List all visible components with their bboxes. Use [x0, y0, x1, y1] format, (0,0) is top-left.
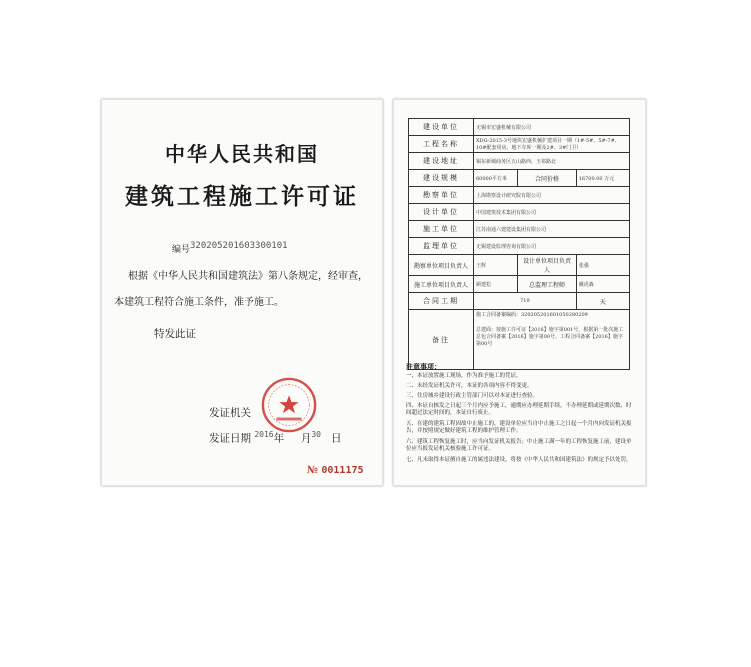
contract-price: [576, 170, 629, 187]
approval-text-line-1: 根据《中华人民共和国建筑法》第八条规定，经审查，: [128, 271, 368, 282]
table-row: [409, 221, 630, 238]
issue-date: [209, 430, 341, 446]
serial-number: [307, 465, 364, 476]
construction-lead-label: 施工单位项目负责人: [409, 276, 474, 293]
table-row: [409, 276, 630, 293]
duration-value: 719: [474, 293, 577, 310]
row-label: 勘察单位: [409, 187, 474, 204]
row-value: XDG-2015-3号地块宏盛机械扩建项目一期（1#-5#、5#-7#、10#配套用房、地下车库一期及2#、3#门卫）: [474, 136, 630, 153]
table-row: [409, 119, 630, 136]
serial-prefix: №: [307, 465, 318, 476]
remarks-line-2: 总建面：按施工许可证【2016】施字第001号，根据第一批次施工总包合同备案【2016】施字第00号，工程合同备案【2016】施字第00号: [476, 327, 624, 347]
issue-year: 2016: [254, 430, 274, 439]
note-item: 一、本证放置施工现场，作为准予施工的凭证。: [406, 373, 522, 379]
remarks-value: [474, 310, 630, 370]
row-value: 无锡市宏盛机械有限公司: [474, 119, 630, 136]
table-row: [409, 170, 630, 187]
remarks-line-1: 施工合同备案编码：320205201601050280209: [476, 312, 588, 318]
certificate-number: [172, 241, 288, 255]
number-value: 320205201603300101: [190, 241, 288, 251]
remarks-label: 备注: [409, 310, 474, 370]
construction-lead-value: 顾建松: [474, 276, 518, 293]
issue-date-label: 发证日期: [209, 432, 251, 445]
note-item: 三、住房城乡建设行政主管部门可以对本证进行查验。: [406, 393, 539, 399]
contract-price-label: 合同价格: [518, 170, 576, 187]
certificate-title: 建筑工程施工许可证: [125, 183, 359, 210]
row-value: 上海勘察设计研究院有限公司: [474, 187, 630, 204]
row-value: 中国建筑技术集团有限公司: [474, 204, 630, 221]
table-row: [409, 238, 630, 255]
contract-price-unit: 万元: [604, 175, 615, 182]
contract-price-value: 16700.00: [578, 175, 603, 182]
row-label: 监理单位: [409, 238, 474, 255]
note-item: 七、凡未取得本证擅自施工的属违法建设，将按《中华人民共和国建筑法》的规定予以处罚。: [406, 457, 632, 463]
row-label: 建设单位: [409, 119, 474, 136]
row-label: 施工单位: [409, 221, 474, 238]
chief-supervisor-value: 戴虎森: [576, 276, 629, 293]
month-char: 月: [300, 432, 312, 445]
issuing-authority-label: 发证机关: [209, 407, 251, 419]
survey-lead-label: 勘察单位项目负责人: [409, 255, 474, 276]
row-label: 建设规模: [409, 170, 474, 187]
table-row: [409, 187, 630, 204]
certificate-back-page: [393, 99, 646, 486]
row-label: 设计单位: [409, 204, 474, 221]
number-label: 编号: [172, 245, 191, 255]
serial-value: 0011175: [321, 465, 364, 476]
row-label: 工程名称: [409, 136, 474, 153]
row-label: 建设地址: [409, 153, 474, 170]
row-value: 60000平方米: [474, 170, 518, 187]
issue-day: 30: [311, 430, 321, 439]
note-item: 五、在建的建筑工程因故中止施工的，建设单位应当自中止施工之日起一个月内向发证机关报告，并按照规定做好建筑工程的维护管理工作。: [406, 421, 632, 434]
project-info-table: [408, 118, 630, 370]
row-value: 锡东新城商务区五山路西、玉祁路北: [474, 153, 630, 170]
chief-supervisor-label: 总监理工程师: [518, 276, 576, 293]
note-item: 二、未经发证机关许可，本证的各项内容不得变更。: [406, 383, 533, 389]
design-lead-value: 张强: [576, 255, 629, 276]
design-lead-label: 设计单位项目负责人: [518, 255, 576, 276]
year-char: 年: [273, 432, 285, 445]
note-item: 四、本证自核发之日起三个月内应予施工，逾期应办理延期手续，不办理延期或延期次数、时间超过法定时间的，本证自行废止。: [406, 403, 632, 416]
duration-unit: 天: [576, 293, 629, 310]
table-row: [409, 204, 630, 221]
table-row: [409, 293, 630, 310]
survey-lead-value: 王辉: [474, 255, 518, 276]
row-value: 江苏南通六建建设集团有限公司: [474, 221, 630, 238]
row-value: 无锡建设监理咨询有限公司: [474, 238, 630, 255]
table-row: [409, 153, 630, 170]
notes-title: 注意事项：: [406, 362, 441, 371]
duration-label: 合同工期: [409, 293, 474, 310]
day-char: 日: [330, 432, 342, 445]
note-item: 六、建筑工程恢复施工时，应当向发证机关报告；中止施工满一年的工程恢复施工前，建设单位应当报发证机关核验施工许可证。: [406, 439, 632, 452]
special-certificate-text: 特发此证: [154, 328, 196, 340]
certificate-front-page: [101, 99, 383, 486]
official-seal-stamp: [260, 376, 318, 434]
table-row: [409, 136, 630, 153]
country-name: 中华人民共和国: [165, 142, 319, 166]
table-row: [409, 255, 630, 276]
table-row: [409, 310, 630, 370]
approval-text-line-2: 本建筑工程符合施工条件，准予施工。: [114, 297, 284, 308]
